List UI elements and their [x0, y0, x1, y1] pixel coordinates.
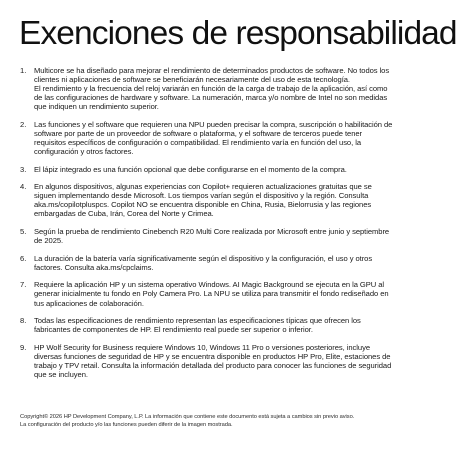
page-title: Exenciones de responsabilidad [19, 15, 457, 52]
item-text: Las funciones y el software que requieren una NPU pueden precisar la compra, suscripción o habilitación de software por parte de un proveedor de software o plataforma, y el software de terceros puede tener requisitos específicos de configuración o compatibilidad. El rendimiento varía en función del uso, la configuración y otros factores. [34, 119, 393, 156]
disclaimer-list [20, 66, 448, 388]
copyright-footer: Copyright© 2026 HP Development Company, L.P. La información que contiene este documento está sujeta a cambios sin previo aviso. La configuración del producto y/o las funciones pueden diferir de la imagen mostrada. [20, 414, 355, 429]
item-text: La duración de la batería varía significativamente según el dispositivo y la configuración, el uso y otros factores. Consulta aka.ms/cpclaims. [34, 253, 373, 272]
item-text: En algunos dispositivos, algunas experiencias con Copilot+ requieren actualizaciones gratuitas que se siguen implementando desde Microsoft. Los tiempos varían según el dispositivo y la región. Consulta aka.ms/copilotpluspcs. Copilot NO se encuentra disponible en China, Rusia, Bielorrusia y las regiones embargadas de Cuba, Irán, Corea del Norte y Crimea. [34, 182, 372, 219]
item-number: 5. [20, 227, 27, 237]
item-number: 1. [20, 66, 27, 75]
item-number: 8. [20, 316, 27, 326]
item-number: 6. [20, 253, 27, 263]
list-item [20, 280, 448, 307]
list-item [20, 120, 448, 156]
list-item [20, 66, 448, 111]
item-number: 3. [20, 164, 27, 174]
list-item [20, 254, 448, 272]
item-number: 7. [20, 280, 27, 290]
item-text: HP Wolf Security for Business requiere Windows 10, Windows 11 Pro o versiones posteriores, incluye diversas funciones de seguridad de HP y se encuentra disponible en productos HP Pro, Elite, estaciones de trabajo y TPV retail. Consulta la información detallada del producto para conocer las funciones de seguridad que se incluyen. [34, 342, 392, 379]
item-text: El lápiz integrado es una función opcional que debe configurarse en el momento de la compra. [34, 164, 347, 174]
item-text: Todas las especificaciones de rendimiento representan las especificaciones típicas que ofrecen los fabricantes de componentes de HP. El rendimiento real puede ser superior o inferior. [34, 316, 361, 335]
list-item [20, 343, 448, 379]
list-item [20, 316, 448, 334]
item-text: Según la prueba de rendimiento Cinebench R20 Multi Core realizada por Microsoft entre junio y septiembre de 2025. [34, 227, 390, 246]
list-item [20, 227, 448, 245]
item-number: 9. [20, 342, 27, 352]
item-number: 4. [20, 182, 27, 192]
item-number: 2. [20, 119, 27, 129]
list-item [20, 165, 448, 174]
item-text: Requiere la aplicación HP y un sistema operativo Windows. AI Magic Background se ejecuta en la GPU al generar inicialmente tu fondo en Poly Camera Pro. La NPU se utiliza para transmitir el fondo rediseñado en tus aplicaciones de colaboración. [34, 280, 389, 308]
item-text: Multicore se ha diseñado para mejorar el rendimiento de determinados productos de software. No todos los clientes ni aplicaciones de software se beneficiarán necesariamente del uso de esta tecnología. El rendimiento y la frecuencia del reloj variarán en función de la carga de trabajo de la aplicación, así como de las configuraciones de hardware y software. La numeración, marca y/o nombre de Intel no son medidas que indiquen un rendimiento superior. [34, 66, 390, 112]
list-item [20, 182, 448, 218]
